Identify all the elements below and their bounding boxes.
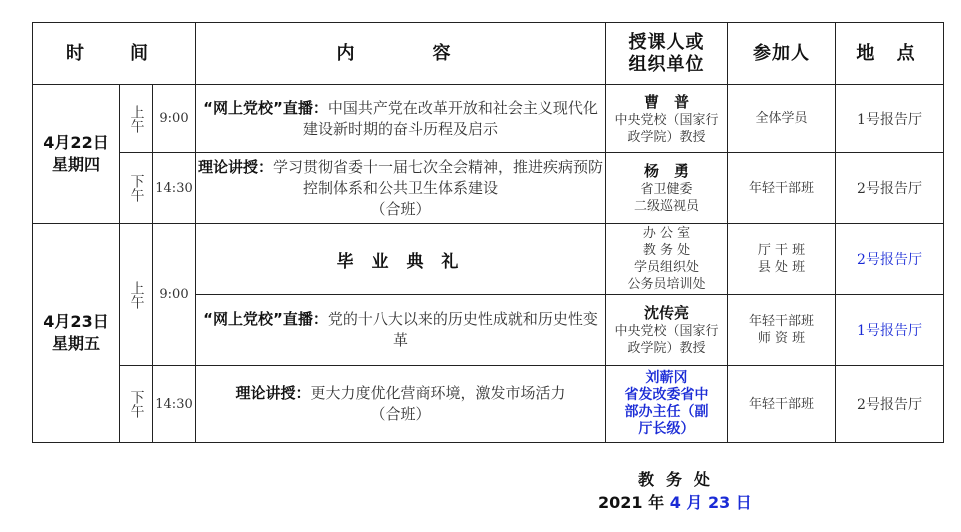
header-teacher-line2: 组织单位 (628, 53, 705, 75)
period-cell: 上午 (120, 85, 153, 153)
day-weekday: 星期五 (51, 334, 100, 353)
header-time: 时 间 (33, 23, 196, 85)
day-cell (33, 85, 120, 224)
period-cell: 上午 (120, 224, 153, 366)
teacher-org: 中央党校（国家行政学院）教授 (614, 324, 719, 356)
content-cell (196, 85, 606, 153)
day-cell (33, 224, 120, 443)
teacher-name: 沈传亮 (644, 304, 690, 322)
time-cell: 9:00 (153, 85, 196, 153)
teacher-cell (606, 366, 728, 443)
content-prefix: 理论讲授： (235, 384, 311, 402)
header-participants: 参加人 (728, 23, 836, 85)
table-row (33, 85, 944, 153)
content-cell (196, 153, 606, 224)
teacher-line: 部办主任（副 (624, 404, 709, 420)
header-teacher-line1: 授课人或 (628, 31, 705, 53)
schedule-table (32, 22, 944, 443)
participants-line: 厅 干 班 (757, 243, 806, 258)
day-date: 4月22日 (43, 133, 109, 152)
content-prefix: 理论讲授： (198, 157, 274, 176)
content-cell (196, 366, 606, 443)
location-cell: 1号报告厅 (836, 85, 944, 153)
participants-cell: 全体学员 (728, 85, 836, 153)
teacher-line: 刘蕲冈 (645, 370, 688, 386)
org-line: 教 务 处 (642, 243, 691, 258)
location-cell: 2号报告厅 (836, 153, 944, 224)
teacher-line: 省发改委省中 (624, 387, 709, 403)
time-cell: 14:30 (153, 153, 196, 224)
content-text: 党的十八大以来的历史性成就和历史性变革 (327, 310, 598, 349)
location-cell: 1号报告厅 (836, 295, 944, 366)
participants-cell: 年轻干部班 (728, 366, 836, 443)
teacher-org: 省卫健委 (640, 182, 693, 197)
content-text: 中国共产党在改革开放和社会主义现代化建设新时期的奋斗历程及启示 (303, 98, 598, 138)
issue-month-day: 4 月 23 日 (669, 493, 752, 512)
period-cell: 下午 (120, 153, 153, 224)
teacher-cell (606, 85, 728, 153)
teacher-cell (606, 295, 728, 366)
org-line: 公务员培训处 (627, 277, 706, 292)
teacher-line: 厅长级） (638, 421, 695, 437)
location-cell: 2号报告厅 (836, 224, 944, 295)
content-text: 学习贯彻省委十一届七次全会精神，推进疾病预防控制体系和公共卫生体系建设 (273, 157, 604, 197)
participants-line: 年轻干部班 (749, 314, 815, 329)
table-row (33, 224, 944, 295)
participants-cell: 年轻干部班 (728, 153, 836, 224)
teacher-title: 二级巡视员 (634, 199, 700, 214)
teacher-name: 杨 勇 (644, 162, 690, 180)
org-line: 办 公 室 (642, 226, 691, 241)
content-text: 更大力度优化营商环境，激发市场活力 (310, 384, 566, 402)
header-teacher (606, 23, 728, 85)
header-row (33, 23, 944, 85)
content-prefix: “网上党校”直播： (203, 310, 328, 328)
time-cell: 14:30 (153, 366, 196, 443)
participants-cell (728, 224, 836, 295)
teacher-cell (606, 153, 728, 224)
day-weekday: 星期四 (51, 155, 100, 174)
header-location: 地 点 (836, 23, 944, 85)
content-note: （合班） (370, 405, 431, 423)
day-date: 4月23日 (43, 312, 109, 331)
teacher-name: 曹 普 (644, 92, 690, 111)
content-note: （合班） (370, 199, 431, 218)
participants-cell (728, 295, 836, 366)
table-row (33, 153, 944, 224)
org-line: 学员组织处 (634, 260, 700, 275)
period-cell: 下午 (120, 366, 153, 443)
issue-year: 2021 年 (598, 493, 665, 512)
content-cell (196, 295, 606, 366)
content-prefix: “网上党校”直播： (203, 98, 328, 117)
participants-line: 县 处 班 (757, 260, 806, 275)
teacher-cell (606, 224, 728, 295)
teacher-org: 中央党校（国家行政学院）教授 (614, 112, 719, 145)
participants-line: 师 资 班 (757, 331, 806, 346)
issue-date (598, 490, 752, 513)
content-cell: 毕 业 典 礼 (196, 224, 606, 295)
issuing-office: 教务处 (638, 470, 723, 489)
header-content: 内 容 (196, 23, 606, 85)
table-row (33, 366, 944, 443)
time-cell: 9:00 (153, 224, 196, 366)
location-cell: 2号报告厅 (836, 366, 944, 443)
